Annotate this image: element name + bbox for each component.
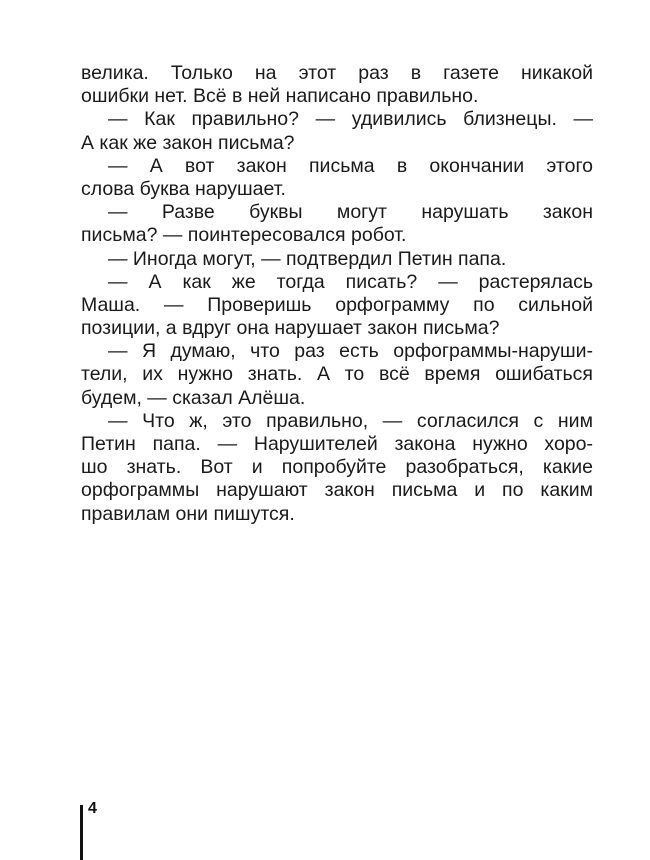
text-line: — Как правильно? — удивились близнецы. — (108, 108, 593, 131)
text-line: — А как же тогда писать? — растерялась (108, 270, 593, 293)
page-number: 4 (88, 800, 97, 817)
text-line: — Я думаю, что раз есть орфограммы-наруши- (108, 340, 593, 363)
text-line: велика. Только на этот раз в газете никакой (81, 62, 593, 84)
text-line: — А вот закон письма в окончании этого (108, 154, 593, 177)
text-line: А как же закон письма? (81, 131, 295, 154)
text-line: слова буква нарушает. (81, 177, 286, 200)
text-line: правилам они пишутся. (81, 502, 295, 525)
text-line: — Иногда могут, — подтвердил Петин папа. (108, 247, 507, 270)
text-line: Петин папа. — Нарушителей закона нужно хоро- (81, 433, 593, 455)
text-line: будем, — сказал Алёша. (81, 386, 306, 409)
text-line: позиции, а вдруг она нарушает закон письма? (81, 317, 500, 340)
text-line: — Что ж, это правильно, — согласился с ним (108, 409, 593, 432)
text-line: Маша. — Проверишь орфограмму по сильной (81, 293, 593, 316)
text-line: — Разве буквы могут нарушать закон (108, 201, 593, 224)
text-line: шо знать. Вот и попробуйте разобраться, какие (81, 456, 593, 479)
text-line: тели, их нужно знать. А то всё время ошибаться (81, 363, 593, 386)
margin-rule (80, 805, 83, 860)
text-line: письма? — поинтересовался робот. (81, 224, 407, 247)
text-line: ошибки нет. Всё в ней написано правильно. (81, 85, 479, 108)
body-text (81, 62, 593, 526)
text-line: орфограммы нарушают закон письма и по каким (81, 479, 593, 502)
